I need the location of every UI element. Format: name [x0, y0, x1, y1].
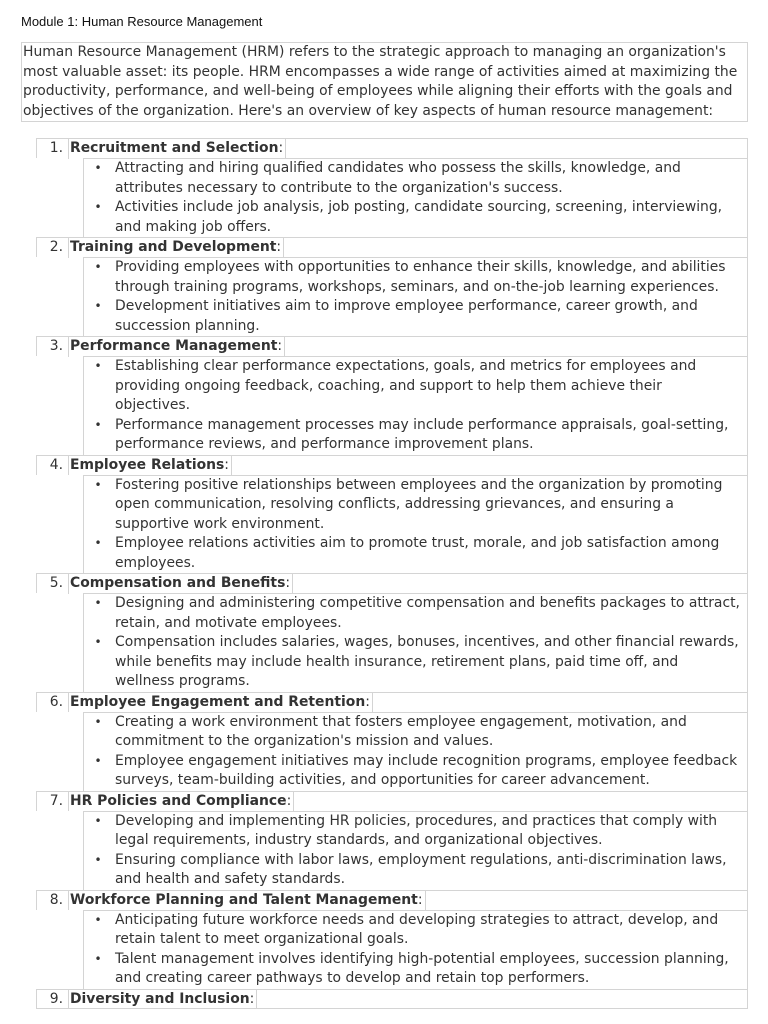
bullet-dot-icon: •	[94, 417, 102, 432]
section-title-wrapper	[68, 693, 373, 713]
bullet-item	[84, 534, 747, 573]
list-number: 6.	[49, 693, 63, 710]
section-title: Diversity and Inclusion	[70, 990, 250, 1007]
bullet-item	[84, 851, 747, 890]
bullet-dot-icon: •	[94, 299, 102, 313]
bullet-dot-icon: •	[94, 714, 102, 729]
section-title-suffix: :	[286, 792, 292, 809]
bullet-item	[84, 812, 747, 851]
bullet-dot-icon: •	[94, 161, 102, 175]
section-title-suffix: :	[224, 456, 229, 473]
section-title: Compensation and Benefits	[70, 575, 286, 591]
section-heading	[36, 573, 748, 593]
bullet-item	[84, 357, 747, 416]
section-heading	[36, 237, 748, 257]
section-heading	[36, 455, 748, 475]
section-title: Recruitment and Selection	[70, 140, 279, 156]
bullet-text: Providing employees with opportunities to enhance their skills, knowledge, and abilities through training programs, workshops, seminars, and on-the-job learning experiences.	[115, 259, 726, 295]
section-title-suffix: :	[249, 990, 255, 1007]
section-heading	[36, 336, 748, 356]
bullet-item	[84, 258, 747, 297]
bullet-item	[84, 633, 747, 692]
bullet-list	[83, 257, 748, 336]
list-item	[36, 573, 748, 692]
bullet-list	[83, 593, 748, 692]
bullet-item	[84, 950, 747, 989]
bullet-dot-icon: •	[94, 635, 102, 649]
list-number: 5.	[49, 575, 63, 591]
list-number: 9.	[49, 990, 63, 1007]
page-title: Module 1: Human Resource Management	[21, 14, 263, 29]
section-title: Workforce Planning and Talent Management	[70, 891, 418, 908]
section-heading	[36, 692, 748, 712]
bullet-item	[84, 713, 747, 752]
list-number: 3.	[49, 338, 63, 354]
section-title: Training and Development	[70, 239, 277, 255]
section-title-wrapper	[68, 337, 285, 357]
section-title-wrapper	[68, 238, 284, 258]
bullet-text: Development initiatives aim to improve employee performance, career growth, and succession planning.	[115, 298, 698, 334]
section-title-suffix: :	[365, 693, 370, 710]
intro-paragraph: Human Resource Management (HRM) refers to the strategic approach to managing an organization's most valuable asset: its people. HRM encompasses a wide range of activities aimed at maximizing the productivity, performance, and well-being of employees while aligning their efforts with the goals and objectives of the organization. Here's an overview of key aspects of human resource management:	[21, 42, 748, 122]
list-item	[36, 237, 748, 336]
bullet-item	[84, 297, 747, 336]
bullet-dot-icon: •	[94, 813, 102, 828]
list-number: 1.	[49, 140, 63, 156]
bullet-item	[84, 159, 747, 198]
hrm-aspects-list	[36, 138, 748, 1009]
bullet-list	[83, 356, 748, 455]
bullet-text: Activities include job analysis, job posting, candidate sourcing, screening, interviewing, and making job offers.	[115, 199, 723, 235]
list-item	[36, 455, 748, 574]
list-item	[36, 791, 748, 890]
section-title-wrapper	[68, 574, 293, 594]
bullet-text: Establishing clear performance expectations, goals, and metrics for employees and providing ongoing feedback, coaching, and support to help them achieve their objectives.	[115, 358, 697, 413]
bullet-item	[84, 911, 747, 950]
section-title: Employee Relations	[70, 456, 225, 473]
bullet-dot-icon: •	[94, 477, 102, 492]
section-heading	[36, 791, 748, 811]
bullet-dot-icon: •	[94, 596, 102, 610]
list-number: 8.	[49, 891, 63, 908]
list-item	[36, 138, 748, 237]
bullet-item	[84, 198, 747, 237]
section-heading	[36, 138, 748, 158]
bullet-item	[84, 476, 747, 535]
bullet-text: Compensation includes salaries, wages, bonuses, incentives, and other financial rewards, while benefits may include health insurance, retirement plans, paid time off, and wellness programs.	[115, 634, 739, 689]
section-title-wrapper	[68, 891, 426, 911]
section-title: Performance Management	[70, 338, 278, 354]
bullet-dot-icon: •	[94, 359, 102, 373]
bullet-item	[84, 594, 747, 633]
bullet-list	[83, 475, 748, 574]
bullet-dot-icon: •	[94, 536, 102, 550]
section-title-wrapper	[68, 456, 232, 476]
bullet-dot-icon: •	[94, 951, 102, 966]
bullet-text: Creating a work environment that fosters employee engagement, motivation, and commitment to the organization's mission and values.	[115, 713, 687, 749]
section-title-suffix: :	[277, 338, 283, 354]
bullet-list	[83, 811, 748, 890]
section-title-suffix: :	[278, 140, 284, 156]
section-title: HR Policies and Compliance	[70, 792, 287, 809]
list-item	[36, 692, 748, 791]
bullet-dot-icon: •	[94, 753, 102, 768]
bullet-list	[83, 712, 748, 791]
bullet-list	[83, 158, 748, 237]
list-number: 2.	[49, 239, 63, 255]
bullet-text: Employee relations activities aim to promote trust, morale, and job satisfaction among employees.	[115, 535, 720, 571]
bullet-dot-icon: •	[94, 200, 102, 214]
bullet-dot-icon: •	[94, 260, 102, 274]
section-title: Employee Engagement and Retention	[70, 693, 366, 710]
bullet-item	[84, 416, 747, 455]
section-title-wrapper	[68, 139, 286, 159]
bullet-text: Designing and administering competitive compensation and benefits packages to attract, retain, and motivate employees.	[115, 595, 740, 631]
bullet-text: Talent management involves identifying high-potential employees, succession planning, and creating career pathways to develop and retain top performers.	[115, 950, 729, 986]
list-number: 7.	[49, 792, 63, 809]
bullet-text: Anticipating future workforce needs and developing strategies to attract, develop, and retain talent to meet organizational goals.	[115, 911, 719, 947]
bullet-dot-icon: •	[94, 852, 102, 867]
bullet-item	[84, 752, 747, 791]
list-item	[36, 989, 748, 1009]
list-item	[36, 890, 748, 989]
section-title-suffix: :	[285, 575, 291, 591]
section-title-wrapper	[68, 792, 294, 812]
bullet-text: Ensuring compliance with labor laws, employment regulations, anti-discrimination laws, and health and safety standards.	[115, 851, 727, 887]
bullet-text: Developing and implementing HR policies, procedures, and practices that comply with legal requirements, industry standards, and organizational objectives.	[115, 812, 718, 848]
bullet-text: Attracting and hiring qualified candidates who possess the skills, knowledge, and attributes necessary to contribute to the organization's success.	[115, 160, 681, 196]
bullet-list	[83, 910, 748, 989]
bullet-text: Performance management processes may include performance appraisals, goal-setting, performance reviews, and performance improvement plans.	[115, 416, 729, 452]
section-heading	[36, 890, 748, 910]
section-heading	[36, 989, 748, 1009]
list-number: 4.	[49, 456, 63, 473]
bullet-text: Fostering positive relationships between employees and the organization by promoting open communication, resolving conflicts, addressing grievances, and ensuring a supportive work environment.	[115, 476, 723, 532]
section-title-wrapper	[68, 990, 257, 1010]
bullet-text: Employee engagement initiatives may include recognition programs, employee feedback surveys, team-building activities, and opportunities for career advancement.	[115, 752, 738, 788]
list-item	[36, 336, 748, 455]
bullet-dot-icon: •	[94, 912, 102, 927]
section-title-suffix: :	[417, 891, 423, 908]
section-title-suffix: :	[276, 239, 282, 255]
